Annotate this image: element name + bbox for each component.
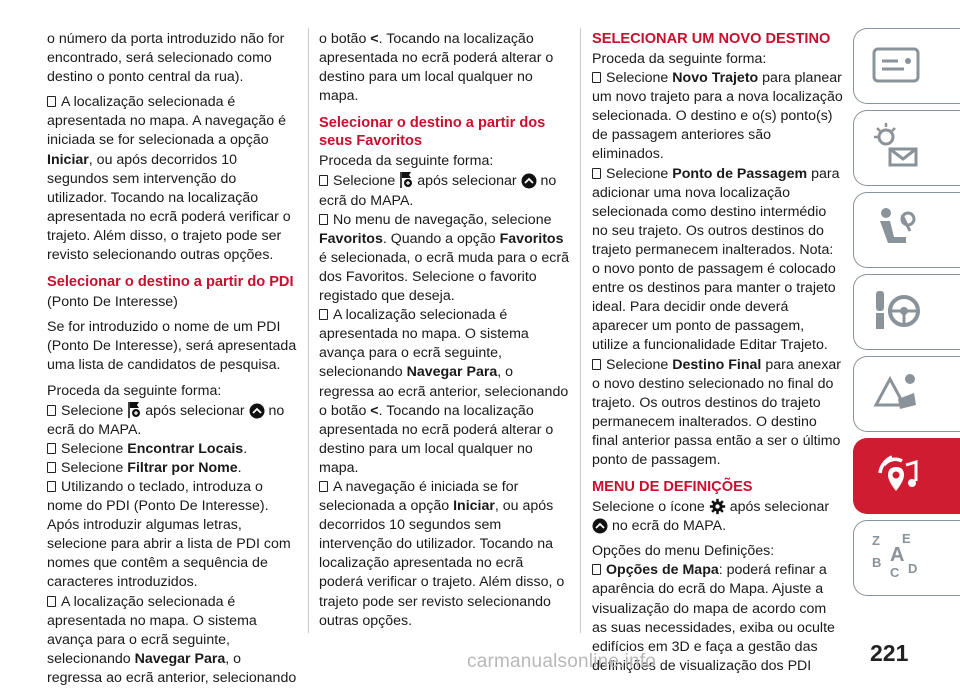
tab-multimedia[interactable] (853, 438, 960, 514)
subheading: (Ponto De Interesse) (47, 294, 178, 311)
step-item: Selecione após selecionar no ecrã do MAPA. (47, 402, 285, 438)
breakdown-tab-icon (868, 365, 924, 421)
tab-starting-driving[interactable] (853, 274, 960, 350)
checkbox-icon (47, 481, 56, 492)
tab-emergency[interactable] (853, 356, 960, 432)
tab-index[interactable] (853, 520, 960, 596)
paragraph: Proceda da seguinte forma: (592, 51, 767, 67)
svg-text:Z: Z (872, 533, 880, 548)
checkbox-icon (592, 564, 601, 575)
text-column-2 (319, 30, 570, 631)
step-item: Selecione Filtrar por Nome. (47, 459, 297, 478)
section-heading: MENU DE DEFINIÇÕES (592, 479, 753, 496)
paragraph: o número da porta introduzido não for encontrado, será selecionado como destino o ponto central da rua). (47, 31, 285, 86)
gear-icon (709, 498, 726, 515)
step-item: A localização selecionada é apresentada no mapa. O sistema avança para o ecrã seguinte, selecionando Navegar Para, o regressa ao ecrã anterior, selecionando o botão <. Tocando na localização apresentada no ecrã poderá alterar o destino para um local qualquer no mapa. (319, 307, 569, 476)
page-number: 221 (870, 640, 909, 666)
step-item: No menu de navegação, selecione Favoritos. Quando a opção Favoritos é selecionada, o ecrã muda para o ecrã dos Favoritos. Selecione o favorito registado que deseja. (319, 211, 570, 305)
text-column-1 (47, 30, 297, 688)
svg-text:A: A (890, 544, 905, 566)
airbag-seat-tab-icon (868, 201, 924, 257)
step-item: A navegação é iniciada se for selecionada a opção Iniciar, ou após decorridos 10 segundos sem intervenção do utilizador. Tocando na localização apresentada no ecrã poderá verificar o trajeto. Além disso, o trajeto pode ser revisto selecionando outras opções. (319, 478, 565, 629)
checkbox-icon (592, 72, 601, 83)
paragraph: Opções do menu Definições: (592, 543, 775, 560)
checkbox-icon (47, 405, 56, 416)
tab-dashboard[interactable] (853, 28, 960, 104)
key-steering-tab-icon (868, 283, 924, 339)
checkbox-icon (319, 481, 328, 492)
checkbox-icon (319, 175, 328, 186)
chapter-tabs (853, 28, 960, 628)
paragraph: Selecione o ícone após selecionar no ecrã do MAPA. (592, 499, 830, 535)
section-heading: Selecionar o destino a partir dos seus Favoritos (319, 115, 546, 150)
checkbox-icon (592, 168, 601, 179)
checkbox-icon (47, 443, 56, 454)
checkbox-icon (47, 96, 56, 107)
flag-plus-icon (399, 171, 413, 189)
step-item: Selecione Destino Final para anexar o novo destino selecionado no final do trajeto. Os outros destinos do trajeto permanecem inalterados. O destino final anterior passa então a ser o último ponto de passagem. (592, 356, 842, 468)
watermark: carmanualsonline.info (467, 651, 657, 672)
step-item: A localização selecionada é apresentada no mapa. A navegação é iniciada se for selecionada a opção Iniciar, ou após decorridos 10 segundos sem intervenção do utilizador. Tocando na localização apresentada no ecrã poderá verificar o trajeto. Além disso, o trajeto pode ser revisto selecionando outras opções. (47, 94, 291, 264)
checkbox-icon (592, 359, 601, 370)
chevron-up-icon (521, 173, 537, 189)
paragraph: Proceda da seguinte forma: (47, 382, 222, 399)
checkbox-icon (47, 462, 56, 473)
step-item: Selecione Novo Trajeto para planear um novo trajeto para a nova localização selecionada. O destino e o(s) ponto(s) de passagem anteriores são eliminados. (592, 70, 843, 163)
column-divider (580, 28, 581, 633)
multimedia-tab-icon (868, 447, 924, 503)
chevron-up-icon (592, 518, 608, 534)
step-item: Selecione após selecionar no ecrã do MAPA. (319, 173, 557, 209)
paragraph: Se for introduzido o nome de um PDI (Ponto De Interesse), será apresentada uma lista de candidatos de pesquisa. (47, 319, 297, 374)
checkbox-icon (47, 596, 56, 607)
svg-text:C: C (890, 565, 900, 580)
svg-text:D: D (908, 561, 918, 576)
paragraph: o botão <. Tocando na localização apresentada no ecrã poderá alterar o destino para um local qualquer no mapa. (319, 31, 554, 105)
checkbox-icon (319, 309, 328, 320)
section-heading: Selecionar o destino a partir do PDI (47, 274, 294, 291)
text-column-3 (592, 30, 843, 676)
step-item: A localização selecionada é apresentada no mapa. O sistema avança para o ecrã seguinte, selecionando Navegar Para, o regressa ao ecrã anterior, selecionando (47, 593, 297, 686)
step-item: Selecione Ponto de Passagem para adicionar uma nova localização selecionada como destino intermédio no seu trajeto. Os outros destinos do trajeto permanecem inalterados. Nota: o novo ponto de passagem é colocado entre os destinos para manter o trajeto ideal. Para decidir onde deverá aparecer um ponto de passagem, utilize a funcionalidade Editar Trajeto. (592, 165, 840, 354)
flag-plus-icon (127, 401, 141, 419)
warning-lights-tab-icon (868, 119, 924, 175)
chevron-up-icon (249, 403, 265, 419)
step-item: Utilizando o teclado, introduza o nome do PDI (Ponto De Interesse). Após introduzir algumas letras, selecione para abrir a lista de PDI com nomes que contêm a sequência de caracteres introduzidos. (47, 478, 291, 591)
index-tab-icon (868, 529, 924, 585)
checkbox-icon (319, 214, 328, 225)
paragraph: Proceda da seguinte forma: (319, 153, 494, 170)
svg-text:E: E (902, 531, 911, 546)
column-divider (308, 28, 309, 633)
tab-warning-lights[interactable] (853, 110, 960, 186)
dashboard-tab-icon (868, 37, 924, 93)
section-heading: SELECIONAR UM NOVO DESTINO (592, 31, 831, 47)
step-item: Opções de Mapa: poderá refinar a aparência do ecrã do Mapa. Ajuste a visualização do mapa de acordo com as suas necessidades, exiba ou oculte edifícios em 3D e faça a gestão das definições de visualização dos PDI (592, 562, 835, 674)
svg-text:B: B (872, 555, 882, 570)
step-item: Selecione Encontrar Locais. (47, 440, 297, 459)
tab-safety[interactable] (853, 192, 960, 268)
